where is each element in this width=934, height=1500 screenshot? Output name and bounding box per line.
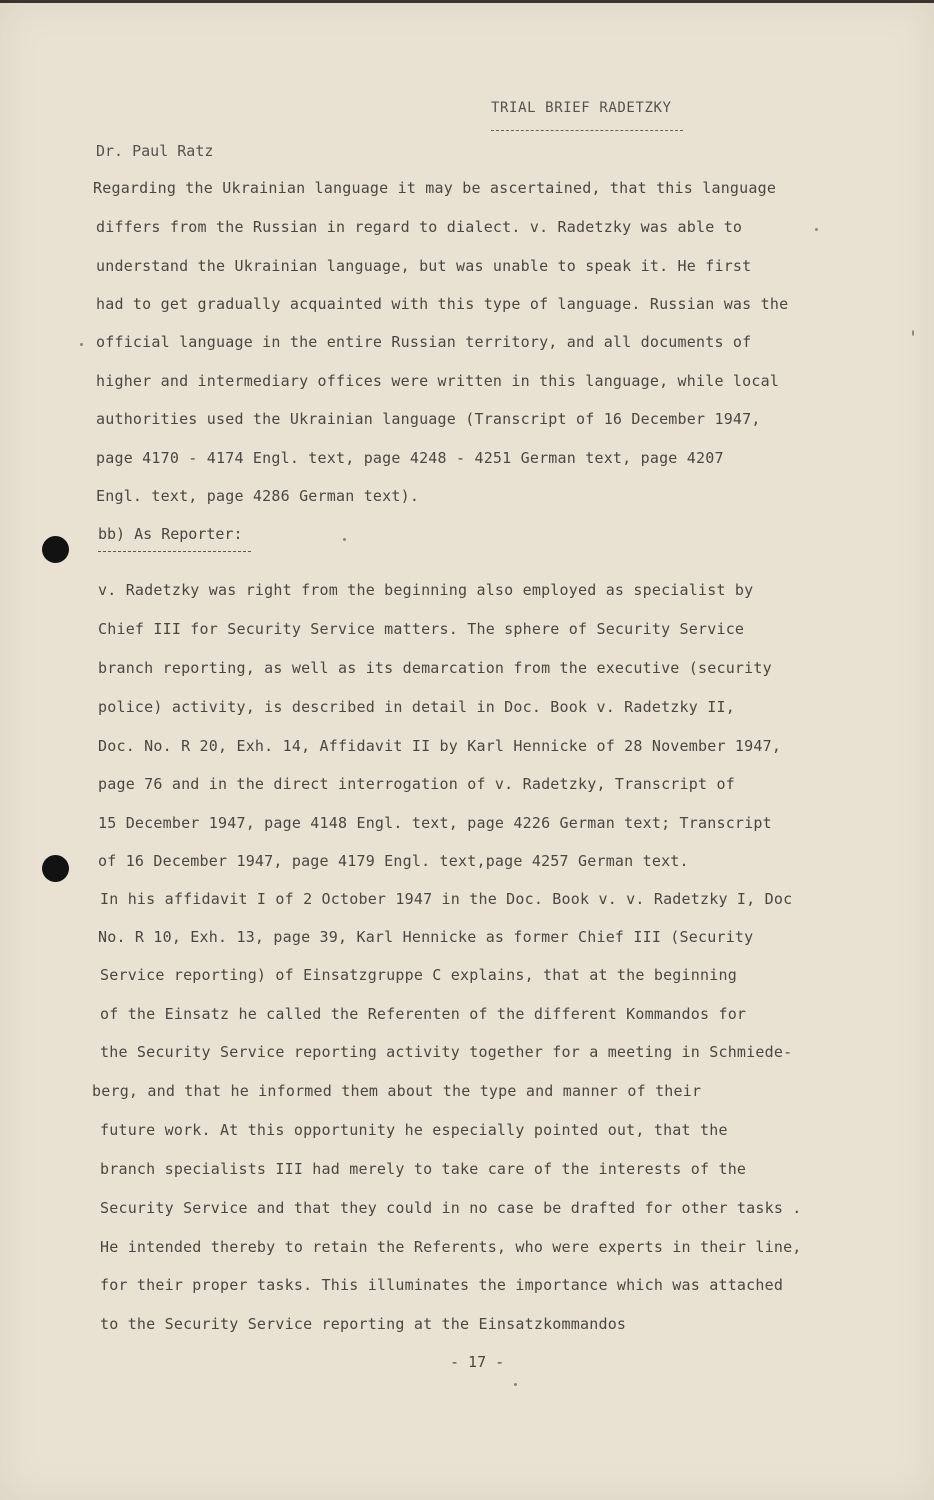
paragraph-2-line: police) activity, is described in detail in Doc. Book v. Radetzky II,: [98, 698, 735, 716]
paragraph-1-line: authorities used the Ukrainian language (Transcript of 16 December 1947,: [96, 410, 761, 428]
paragraph-2-line: page 76 and in the direct interrogation of v. Radetzky, Transcript of: [98, 775, 735, 793]
paper-speck: [343, 538, 346, 541]
paragraph-3-line: the Security Service reporting activity together for a meeting in Schmiede-: [100, 1043, 793, 1061]
paragraph-2-line: branch reporting, as well as its demarcation from the executive (security: [98, 659, 772, 677]
paragraph-2-line: Doc. No. R 20, Exh. 14, Affidavit II by Karl Hennicke of 28 November 1947,: [98, 737, 782, 755]
page-number: - 17 -: [450, 1353, 505, 1371]
paper-speck: [815, 228, 818, 231]
paragraph-2-line: v. Radetzky was right from the beginning also employed as specialist by: [98, 581, 754, 599]
paragraph-1-line: higher and intermediary offices were written in this language, while local: [96, 372, 780, 390]
paper-speck: [80, 343, 83, 346]
paragraph-2-line: 15 December 1947, page 4148 Engl. text, page 4226 German text; Transcript: [98, 814, 772, 832]
paragraph-3-line: In his affidavit I of 2 October 1947 in the Doc. Book v. v. Radetzky I, Doc: [100, 890, 793, 908]
paragraph-1-line: official language in the entire Russian territory, and all documents of: [96, 333, 752, 351]
paragraph-1-line: differs from the Russian in regard to dialect. v. Radetzky was able to: [96, 218, 743, 236]
paragraph-3-line: of the Einsatz he called the Referenten of the different Kommandos for: [100, 1005, 747, 1023]
paragraph-2-line: Chief III for Security Service matters. The sphere of Security Service: [98, 620, 745, 638]
paragraph-3-line: future work. At this opportunity he especially pointed out, that the: [100, 1121, 728, 1139]
paper-speck: [912, 330, 914, 336]
title-underline: [491, 130, 683, 131]
top-border: [0, 0, 934, 3]
paragraph-1-line: understand the Ukrainian language, but was unable to speak it. He first: [96, 257, 752, 275]
paragraph-3-line: He intended thereby to retain the Referents, who were experts in their line,: [100, 1238, 802, 1256]
paragraph-3-line: Service reporting) of Einsatzgruppe C explains, that at the beginning: [100, 966, 737, 984]
paragraph-3-line: to the Security Service reporting at the Einsatzkommandos: [100, 1315, 627, 1333]
subheading-underline: [98, 551, 251, 552]
document-title: TRIAL BRIEF RADETZKY: [491, 100, 672, 116]
paragraph-1-line: Engl. text, page 4286 German text).: [96, 487, 420, 505]
paragraph-2-line: of 16 December 1947, page 4179 Engl. text,page 4257 German text.: [98, 852, 689, 870]
paragraph-1-line: page 4170 - 4174 Engl. text, page 4248 - 4251 German text, page 4207: [96, 449, 724, 467]
paragraph-3-line: No. R 10, Exh. 13, page 39, Karl Hennicke as former Chief III (Security: [98, 928, 754, 946]
section-subheading: bb) As Reporter:: [98, 525, 243, 543]
paragraph-3-line: berg, and that he informed them about the type and manner of their: [92, 1082, 702, 1100]
punch-hole: [42, 536, 69, 563]
paragraph-1-line: had to get gradually acquainted with this type of language. Russian was the: [96, 295, 789, 313]
paragraph-3-line: for their proper tasks. This illuminates the importance which was attached: [100, 1276, 784, 1294]
paragraph-3-line: Security Service and that they could in no case be drafted for other tasks .: [100, 1199, 802, 1217]
author-line: Dr. Paul Ratz: [96, 142, 214, 160]
punch-hole: [42, 855, 69, 882]
paragraph-1-line: Regarding the Ukrainian language it may be ascertained, that this language: [93, 179, 777, 197]
paragraph-3-line: branch specialists III had merely to take care of the interests of the: [100, 1160, 747, 1178]
paper-speck: [514, 1383, 517, 1386]
